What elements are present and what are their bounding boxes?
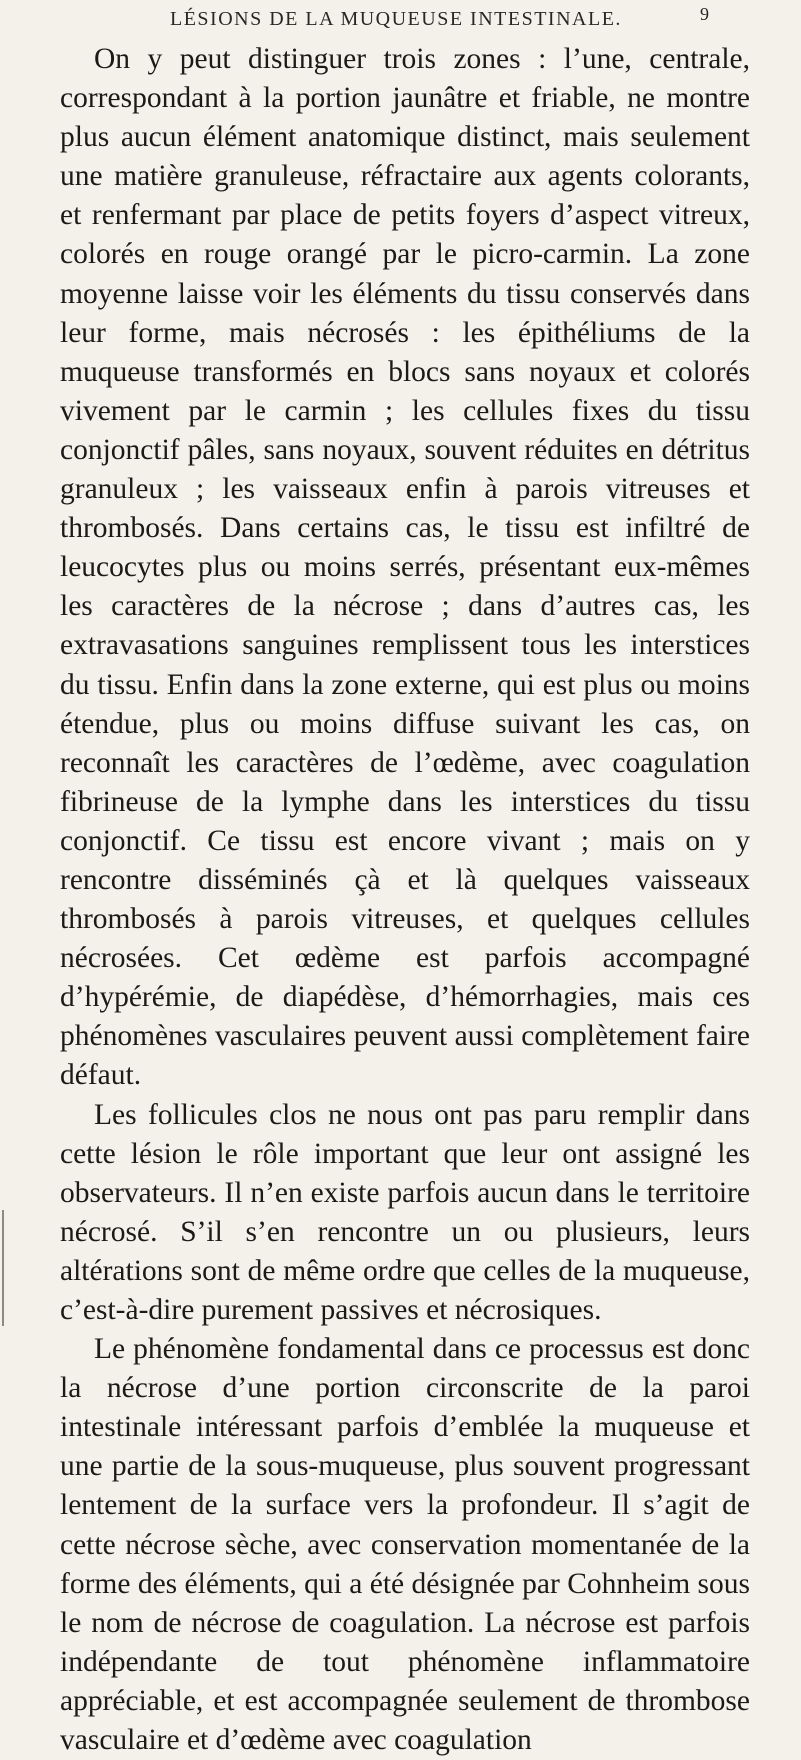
body-text xyxy=(60,40,750,1760)
running-head: LÉSIONS DE LA MUQUEUSE INTESTINALE. xyxy=(170,8,622,30)
page-number: 9 xyxy=(700,4,709,24)
paragraph-zones: On y peut distinguer trois zones : l’une, centrale, correspondant à la portion jaunâtre et friable, ne montre plus aucun élément anatomique distinct, mais seulement une matière granuleuse, réfractaire aux agents colorants, et renfermant par place de petits foyers d’aspect vitreux, colorés en rouge orangé par le picro-carmin. La zone moyenne laisse voir les éléments du tissu conservés dans leur forme, mais nécrosés : les épithéliums de la muqueuse transformés en blocs sans noyaux et colorés vivement par le carmin ; les cellules fixes du tissu conjonctif pâles, sans noyaux, souvent réduites en détritus granuleux ; les vaisseaux enfin à parois vitreuses et thrombosés. Dans certains cas, le tissu est infiltré de leucocytes plus ou moins serrés, présentant eux-mêmes les caractères de la nécrose ; dans d’autres cas, les extravasations sanguines remplissent tous les interstices du tissu. Enfin dans la zone externe, qui est plus ou moins étendue, plus ou moins diffuse suivant les cas, on reconnaît les caractères de l’œdème, avec coagulation fibrineuse de la lymphe dans les interstices du tissu conjonctif. Ce tissu est encore vivant ; mais on y rencontre disséminés çà et là quelques vaisseaux thrombosés à parois vitreuses, et quelques cellules nécrosées. Cet œdème est parfois accompagné d’hypérémie, de diapédèse, d’hémorrhagies, mais ces phénomènes vasculaires peuvent aussi complètement faire défaut. xyxy=(60,43,750,1092)
page-edge-rule xyxy=(2,1210,4,1326)
paragraph-follicles: Les follicules clos ne nous ont pas paru remplir dans cette lésion le rôle important que leur ont assigné les observateurs. Il n’en existe parfois aucun dans le territoire nécrosé. S’il s’en rencontre un ou plusieurs, leurs altérations sont de même ordre que celles de la muqueuse, c’est-à-dire purement passives et nécrosiques. xyxy=(60,1098,750,1326)
paragraph-necrosis: Le phénomène fondamental dans ce processus est donc la nécrose d’une portion circonscrite de la paroi intestinale intéressant parfois d’emblée la muqueuse et une partie de la sous-muqueuse, plus souvent progressant lentement de la surface vers la profondeur. Il s’agit de cette nécrose sèche, avec conservation momentanée de la forme des éléments, qui a été désignée par Cohnheim sous le nom de nécrose de coagulation. La nécrose est parfois indépendante de tout phénomène inflammatoire appréciable, et est accompagnée seulement de thrombose vasculaire et d’œdème avec coagulation xyxy=(60,1333,750,1757)
